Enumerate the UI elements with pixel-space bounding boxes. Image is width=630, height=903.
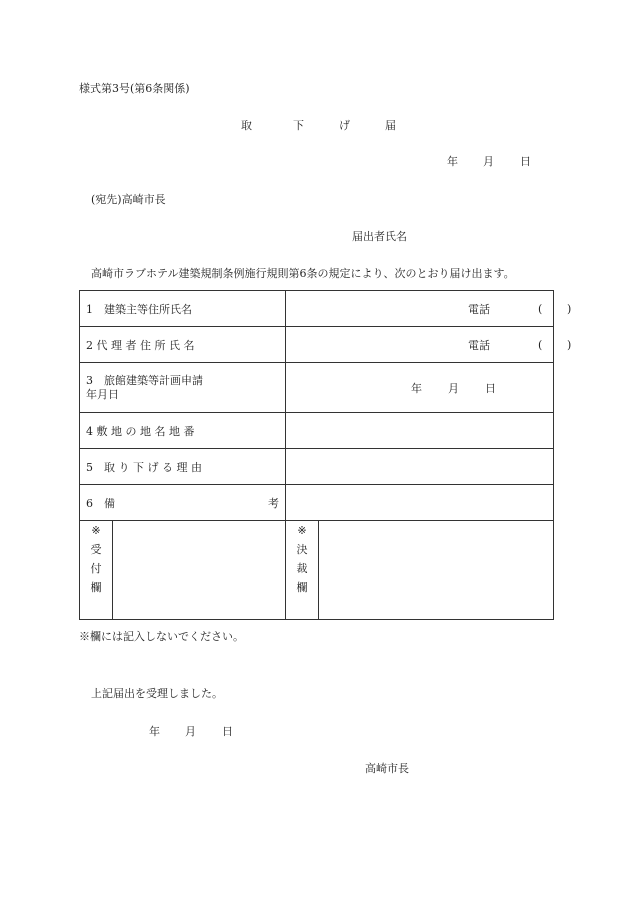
agent-paren-close: ) [567,338,572,351]
row-application-date [80,363,554,413]
row-reason [80,449,554,485]
builder-tel-label: 電話 [468,302,490,316]
reception-mark: ※ [91,524,101,537]
row-site-address [80,413,554,449]
agent-tel-label: 電話 [468,338,490,352]
reception-char-3: 欄 [90,581,102,594]
mayor-signature: 高崎市長 [365,762,409,775]
reception-char-1: 受 [90,543,102,556]
row-builder [80,291,554,327]
decision-field [319,521,554,620]
agent-field[interactable] [286,327,572,363]
decision-label [286,521,319,620]
acceptance-year: 年 [149,725,160,738]
application-date-values [411,380,496,396]
form-title [241,119,396,133]
remarks-label-start: 6 備 [86,496,115,510]
remarks-label-end: 考 [268,496,279,510]
application-date-label-line1: 3 旅館建築等計画申請 [86,373,203,387]
row-remarks [80,485,554,521]
title-char-3: げ [339,119,350,132]
application-year: 年 [411,381,422,395]
builder-paren-close: ) [567,302,572,315]
application-month: 月 [448,381,459,395]
application-date-label [80,363,286,413]
decision-mark: ※ [297,524,307,537]
reason-field[interactable] [286,449,554,485]
submission-date [447,155,531,169]
site-address-field[interactable] [286,413,554,449]
office-use-note: ※欄には記入しないでください。 [79,630,244,643]
title-char-2: 下 [293,119,304,132]
title-char-1: 取 [241,119,252,132]
applicant-name-label: 届出者氏名 [352,230,407,243]
application-date-label-line2: 年月日 [86,387,119,401]
remarks-field[interactable] [286,485,554,521]
builder-label: 1 建築主等住所氏名 [80,291,286,327]
site-address-label: 4 敷 地 の 地 名 地 番 [80,413,286,449]
title-char-4: 届 [385,119,396,132]
decision-char-3: 欄 [296,581,308,594]
acceptance-month: 月 [185,725,196,738]
builder-paren-open: ( [538,302,543,315]
reason-label: 5 取 り 下 げ る 理 由 [80,449,286,485]
form-number: 様式第3号(第6条関係) [79,82,190,95]
acceptance-day: 日 [222,725,233,738]
reception-label [80,521,113,620]
date-day: 日 [520,155,531,168]
remarks-label [80,485,286,521]
builder-field[interactable] [286,291,572,327]
acceptance-text: 上記届出を受理しました。 [91,687,223,700]
date-month: 月 [483,155,494,168]
reception-field [113,521,286,620]
withdrawal-form-table [79,290,572,620]
intro-text: 高崎市ラブホテル建築規制条例施行規則第6条の規定により、次のとおり届け出ます。 [91,267,515,280]
date-year: 年 [447,155,458,168]
agent-paren-open: ( [538,338,543,351]
agent-label: 2 代 理 者 住 所 氏 名 [80,327,286,363]
application-day: 日 [485,381,496,395]
reception-char-2: 付 [90,562,102,575]
decision-char-1: 決 [296,543,308,556]
row-agent [80,327,554,363]
application-date-field[interactable] [286,363,554,413]
acceptance-date [149,725,233,739]
addressee: (宛先)高崎市長 [91,193,166,206]
row-office-use [80,521,554,620]
decision-char-2: 裁 [296,562,308,575]
